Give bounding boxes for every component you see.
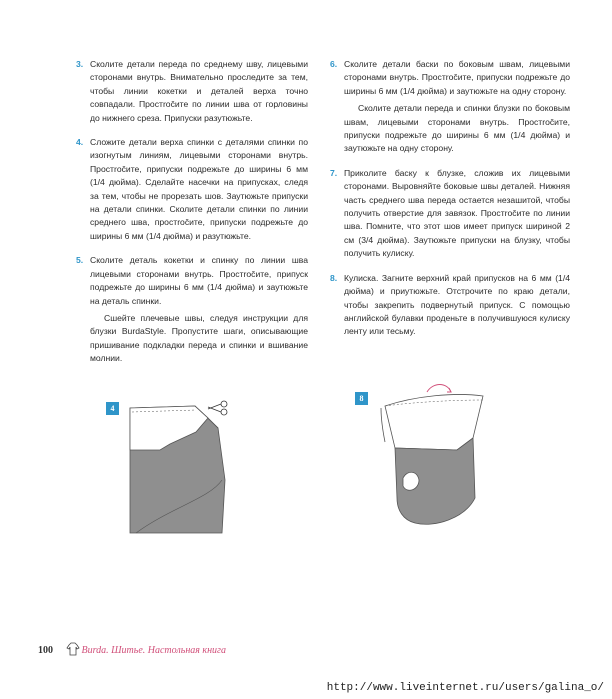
- shoulder-seam-paragraph: Сшейте плечевые швы, следуя инструкции для блузки BurdaStyle. Пропустите шаги, описывающие пришивание подкладки переда и спинки и вшивание молнии.: [90, 312, 308, 364]
- step-text: Кулиска. Загните верхний край припусков на 6 мм (1/4 дюйма) и приутюжьте. Отстрочите по краю детали, чтобы закрепить подвернутый припуск. С помощью английской булавки проденьте в получившуюся кулиску ленту или тесьму.: [344, 272, 570, 337]
- step-number: 5.: [76, 255, 84, 266]
- step-4: [76, 136, 308, 243]
- drawstring-casing-illustration: [355, 378, 505, 538]
- step-6: [330, 58, 570, 98]
- right-column: [330, 58, 570, 350]
- book-title: Burda. Шитье. Настольная книга: [81, 645, 226, 656]
- watermark-url: http://www.liveinternet.ru/users/galina_o/: [326, 682, 604, 694]
- burda-blouse-logo-icon: [66, 642, 80, 661]
- step-text: Сколите детали баски по боковым швам, лицевыми сторонами внутрь. Простročите, припуски подрежьте до ширины 6 мм (1/4 дюйма) и заутюжьте на одну сторону.: [344, 59, 570, 96]
- step-8: [330, 272, 570, 339]
- figure-8-label: 8: [355, 392, 368, 405]
- step-text: Приколите баску к блузке, сложив их лицевыми сторонами. Выровняйте боковые швы деталей. Нижняя часть среднего шва переда остается незашитой, чтобы получить отверстие для завязок. Простročите по линии шва. Помните, что этот шов имеет припуск шириной 2 см (3/4 дюйма). Заутюжьте припуски на блузку, чтобы получить кулиску.: [344, 167, 570, 259]
- step-text: Сложите детали верха спинки с деталями спинки по изогнутым линиям, лицевыми сторонами внутрь. Простročите, припуски подрежьте до ширины 6 мм (1/4 дюйма). Сделайте насечки на припусках, следя за тем, чтобы не прорезать шов. Заутюжьте припуски на детали спинки. Сколите детали спинки по линии среднего шва, простročите, припуски подрежьте до ширины 6 мм (1/4 дюйма) и разутюжьте.: [90, 137, 308, 241]
- figure-8: [355, 378, 505, 538]
- step-number: 4.: [76, 137, 84, 148]
- page-number: 100: [38, 645, 53, 656]
- step-number: 8.: [330, 272, 338, 283]
- step-text: Сколите деталь кокетки и спинку по линии шва лицевыми сторонами внутрь. Простročите, припуск подрежьте до ширины 6 мм (1/4 дюйма) и заутюжьте на деталь спинки.: [90, 255, 308, 306]
- scissors-icon: [208, 401, 227, 415]
- step-7: [330, 167, 570, 261]
- step-5: [76, 254, 308, 308]
- figure-4: [100, 388, 240, 538]
- step-3: [76, 58, 308, 125]
- step-number: 3.: [76, 59, 84, 69]
- step-number: 6.: [330, 59, 338, 69]
- figure-4-label: 4: [106, 402, 119, 415]
- step-text: Сколите детали переда по среднему шву, лицевыми сторонами внутрь. Внимательно проследите за тем, чтобы линии кокетки и деталей верха точно совпадали. Простročите по линии шва от горловины до нижнего среза. Припуски разутюжьте.: [90, 59, 308, 123]
- step-number: 7.: [330, 167, 338, 178]
- side-seam-paragraph: Сколите детали переда и спинки блузки по боковым швам, лицевыми сторонами внутрь. Простročите, припуски подрежьте до ширины 6 мм (1/4 дюйма) и заутюжьте на одну сторону.: [344, 103, 570, 154]
- bodice-back-illustration: [100, 388, 240, 538]
- left-column: [76, 58, 308, 366]
